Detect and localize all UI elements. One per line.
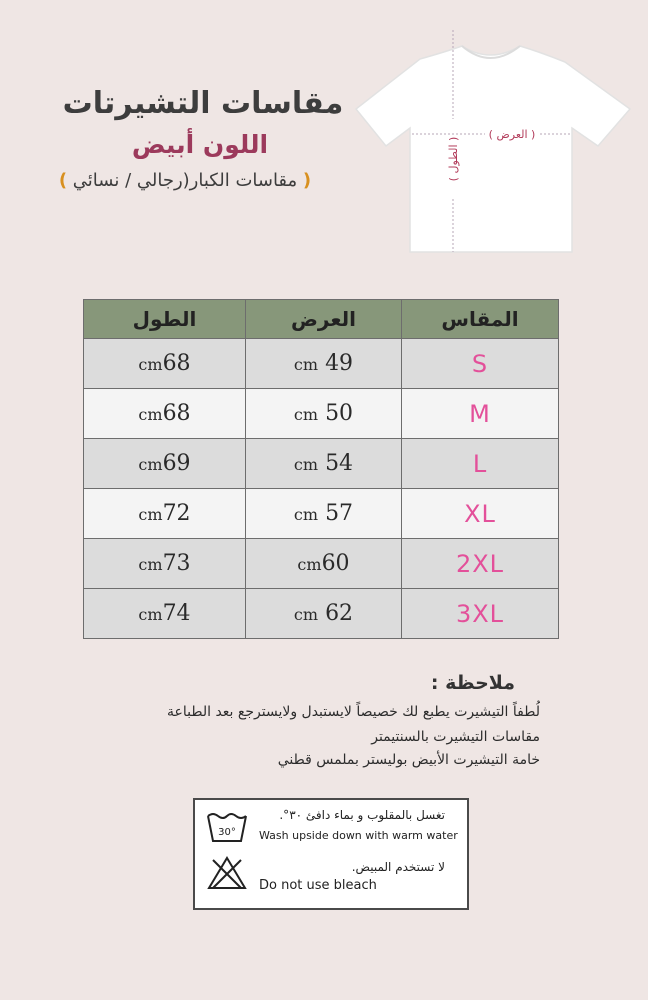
header-size: المقاس [402, 300, 559, 339]
note-line: خامة التيشيرت الأبيض بوليستر بملمس قطني [277, 752, 540, 768]
width-cell: cm 57 [246, 489, 402, 539]
table-row [84, 389, 559, 439]
size-cell: S [402, 339, 559, 389]
length-cell: cm68 [84, 389, 246, 439]
width-cell: cm 49 [246, 339, 402, 389]
width-cell: cm60 [246, 539, 402, 589]
color-label: اللون أبيض [131, 130, 269, 159]
washing-30-icon [205, 810, 249, 844]
size-table [83, 299, 559, 639]
bleach-english: Do not use bleach [259, 878, 377, 893]
subtitle-text: مقاسات الكبار(رجالي / نسائي [72, 170, 298, 191]
length-cell: cm72 [84, 489, 246, 539]
table-row [84, 439, 559, 489]
size-cell: 2XL [402, 539, 559, 589]
length-cell: cm73 [84, 539, 246, 589]
note-line: لُطفاً التيشيرت يطبع لك خصيصاً لايستبدل ولايسترجع بعد الطباعة [167, 704, 540, 720]
header-length: الطول [84, 300, 246, 339]
bleach-arabic: لا تستخدم المبيض. [351, 860, 445, 874]
subtitle-open-bracket: ( [302, 170, 312, 191]
length-cell: cm74 [84, 589, 246, 639]
tshirt-icon [350, 24, 640, 264]
table-row [84, 539, 559, 589]
care-instructions-box [193, 798, 469, 910]
wash-arabic: تغسل بالمقلوب و بماء دافئ ٣٠°. [279, 808, 445, 822]
table-row [84, 489, 559, 539]
table-row [84, 589, 559, 639]
no-bleach-icon [205, 855, 249, 891]
wash-english: Wash upside down with warm water [259, 829, 458, 842]
width-cell: cm 50 [246, 389, 402, 439]
size-cell: XL [402, 489, 559, 539]
table-row [84, 339, 559, 389]
subtitle-close-bracket: ) [58, 170, 68, 191]
width-label: ( العرض ) [488, 128, 536, 141]
note-title: ملاحظة : [430, 672, 515, 694]
table-header-row [84, 300, 559, 339]
page-title: مقاسات التشيرتات [62, 86, 344, 121]
size-cell: 3XL [402, 589, 559, 639]
header-width: العرض [246, 300, 402, 339]
width-cell: cm 62 [246, 589, 402, 639]
length-cell: cm69 [84, 439, 246, 489]
note-line: مقاسات التيشيرت بالسنتيمتر [371, 729, 540, 745]
wash-temp-label: 30° [218, 827, 236, 838]
subtitle [20, 170, 350, 191]
width-cell: cm 54 [246, 439, 402, 489]
size-cell: M [402, 389, 559, 439]
length-cell: cm68 [84, 339, 246, 389]
size-cell: L [402, 439, 559, 489]
length-label: ( الطول ) [447, 136, 460, 182]
